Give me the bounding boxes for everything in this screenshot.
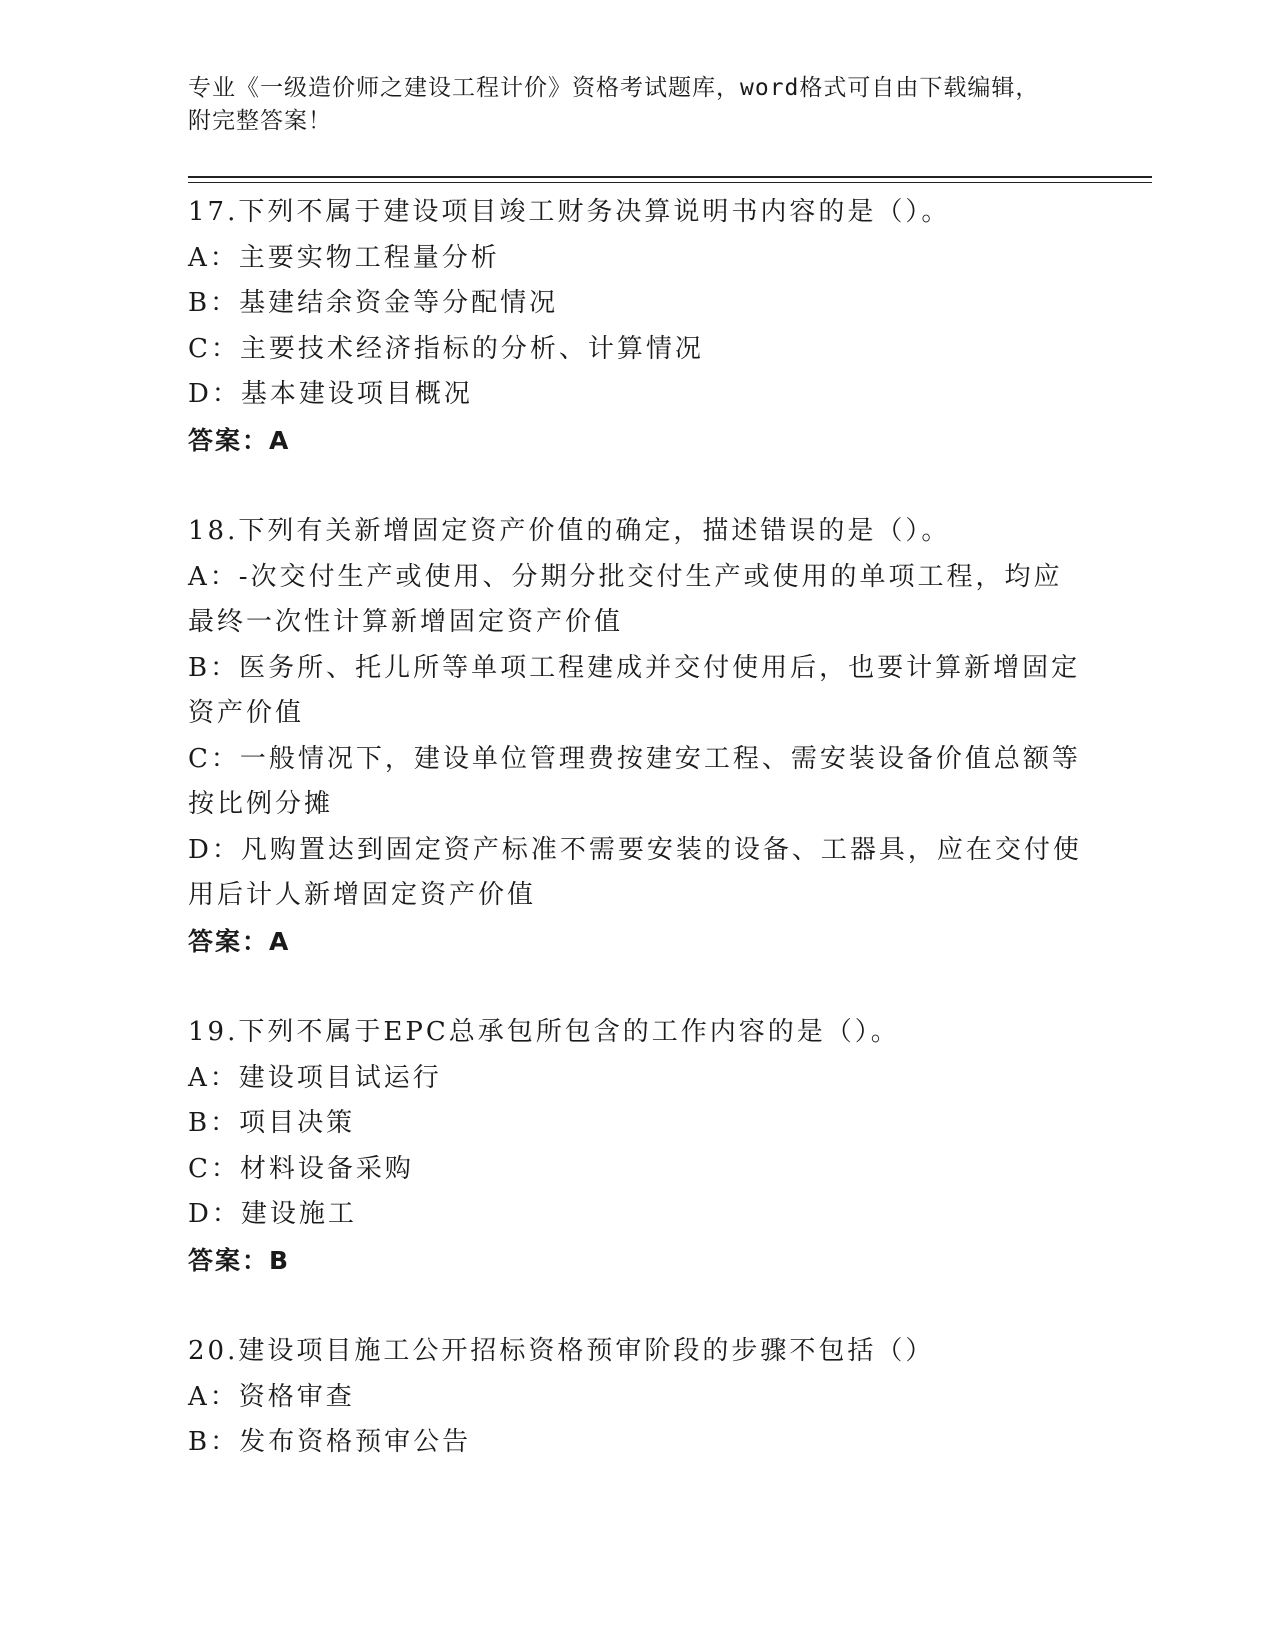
option-b: B：项目决策 (188, 1108, 356, 1138)
header-line-2: 附完整答案！ (188, 108, 332, 134)
option-a-continued: 最终一次性计算新增固定资产价值 (188, 607, 624, 637)
question-stem: 19.下列不属于EPC总承包所包含的工作内容的是（）。 (188, 1017, 900, 1047)
option-d: D：建设施工 (188, 1199, 357, 1229)
question-stem: 17.下列不属于建设项目竣工财务决算说明书内容的是（）。 (188, 197, 951, 227)
option-c-continued: 按比例分摊 (188, 789, 334, 819)
option-a: A：主要实物工程量分析 (188, 242, 500, 273)
document-header (188, 72, 1088, 138)
header-line-1: 专业《一级造价师之建设工程计价》资格考试题库，word格式可自由下载编辑， (188, 75, 1040, 101)
question-stem: 20.建设项目施工公开招标资格预审阶段的步骤不包括（） (188, 1336, 935, 1366)
option-b: B：基建结余资金等分配情况 (188, 288, 559, 318)
answer-label: 答案：A (188, 926, 291, 956)
option-a: A：资格审查 (188, 1381, 355, 1412)
option-c: C：主要技术经济指标的分析、计算情况 (188, 333, 704, 364)
option-b: B：发布资格预审公告 (188, 1427, 472, 1457)
question-19 (188, 1010, 1088, 1283)
option-c: C：一般情况下，建设单位管理费按建安工程、需安装设备价值总额等 (188, 743, 1081, 774)
option-d-continued: 用后计人新增固定资产价值 (188, 880, 537, 910)
question-stem: 18.下列有关新增固定资产价值的确定，描述错误的是（）。 (188, 516, 951, 546)
answer-label: 答案：B (188, 1245, 291, 1275)
header-divider-thick (188, 176, 1152, 178)
question-20 (188, 1329, 1088, 1466)
question-18 (188, 509, 1088, 964)
option-c: C：材料设备采购 (188, 1153, 414, 1184)
question-17 (188, 190, 1088, 463)
option-a: A：-次交付生产或使用、分期分批交付生产或使用的单项工程，均应 (188, 561, 1063, 592)
question-list (188, 190, 1088, 1466)
answer-label: 答案：A (188, 425, 291, 455)
option-a: A：建设项目试运行 (188, 1062, 442, 1093)
option-d: D：基本建设项目概况 (188, 379, 473, 409)
header-divider-thin (188, 182, 1152, 183)
option-b: B：医务所、托儿所等单项工程建成并交付使用后，也要计算新增固定 (188, 652, 1081, 683)
option-d: D：凡购置达到固定资产标准不需要安装的设备、工器具，应在交付使 (188, 834, 1082, 865)
option-b-continued: 资产价值 (188, 698, 305, 728)
